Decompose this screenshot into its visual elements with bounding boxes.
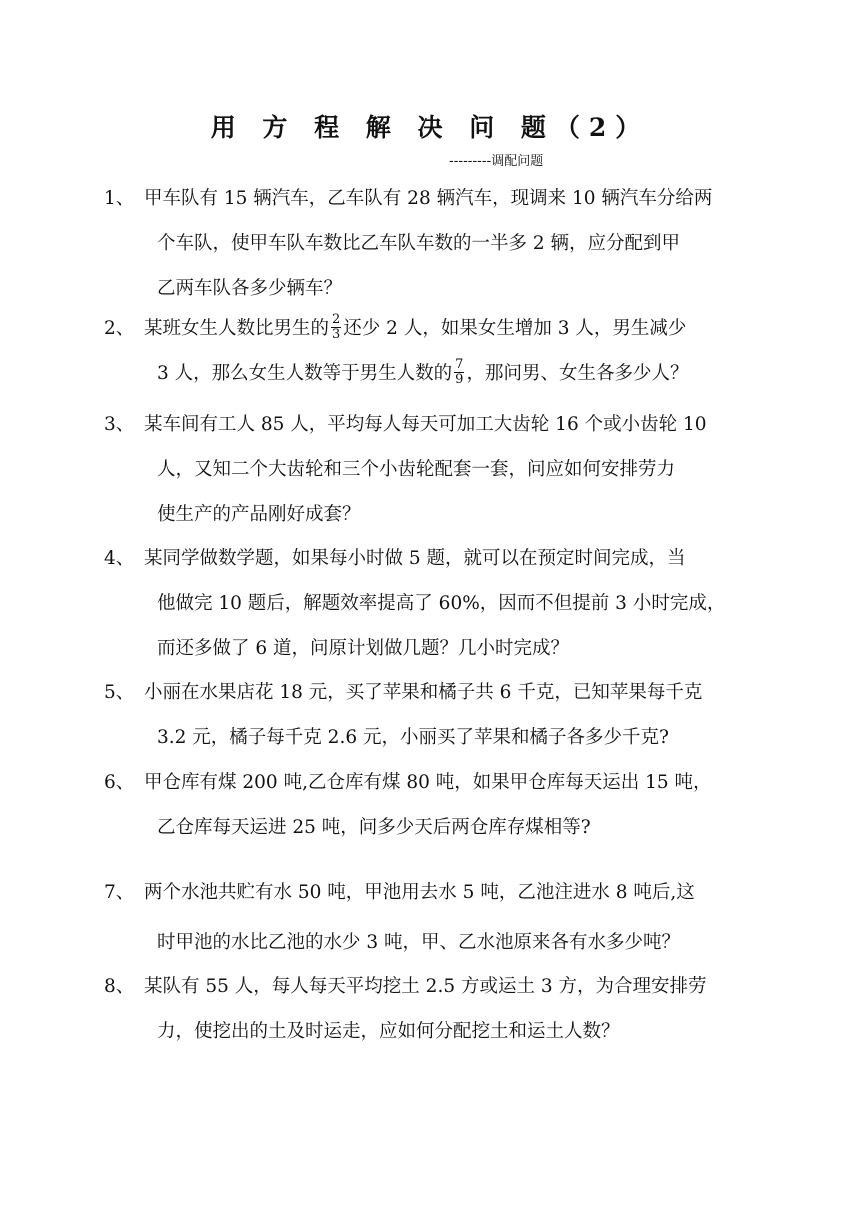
problem-text-line xyxy=(144,311,687,344)
problem-number: 6、 xyxy=(104,772,135,793)
fraction-denominator: 9 xyxy=(455,371,464,387)
problem-text-line: 甲仓库有煤 200 吨,乙仓库有煤 80 吨，如果甲仓库每天运出 15 吨， xyxy=(144,772,712,793)
problem-text-line: 而还多做了 6 道，问原计划做几题？几小时完成？ xyxy=(157,638,570,659)
fraction-numerator: 2 xyxy=(332,311,341,327)
problem-number: 3、 xyxy=(104,414,135,435)
problem-text-segment: ，那问男、女生各多少人？ xyxy=(466,363,689,384)
problem-text-line: 个车队，使甲车队车数比乙车队车数的一半多 2 辆，应分配到甲 xyxy=(157,233,681,254)
fraction-numerator: 7 xyxy=(455,356,464,372)
problem-text-line: 某车间有工人 85 人，平均每人每天可加工大齿轮 16 个或小齿轮 10 xyxy=(144,414,707,435)
problem-text-line: 人，又知二个大齿轮和三个小齿轮配套一套，问应如何安排劳力 xyxy=(157,459,676,480)
problem-number: 7、 xyxy=(104,882,135,903)
problem-text-line: 乙仓库每天运进 25 吨，问多少天后两仓库存煤相等? xyxy=(157,817,591,838)
problem-text-line: 甲车队有 15 辆汽车，乙车队有 28 辆汽车，现调来 10 辆汽车分给两 xyxy=(144,188,713,209)
problem-text-line: 他做完 10 题后，解题效率提高了 60%，因而不但提前 3 小时完成， xyxy=(157,593,726,614)
problem-text-line: 力，使挖出的土及时运走，应如何分配挖土和运土人数？ xyxy=(157,1021,620,1042)
problem-number: 2、 xyxy=(104,318,135,339)
fraction xyxy=(454,358,464,387)
problem-text-line xyxy=(157,356,689,389)
problem-text-line: 小丽在水果店花 18 元，买了苹果和橘子共 6 千克，已知苹果每千克 xyxy=(144,682,703,703)
page-subtitle: ---------调配问题 xyxy=(449,154,544,169)
problem-text-line: 两个水池共贮有水 50 吨，甲池用去水 5 吨，乙池注进水 8 吨后,这 xyxy=(144,882,695,903)
fraction xyxy=(331,313,341,342)
problem-number: 5、 xyxy=(104,682,135,703)
problem-text-line: 3.2 元，橘子每千克 2.6 元，小丽买了苹果和橘子各多少千克? xyxy=(157,727,669,748)
problem-text-line: 某同学做数学题，如果每小时做 5 题，就可以在预定时间完成，当 xyxy=(144,548,686,569)
problem-text-segment: 某班女生人数比男生的 xyxy=(144,318,330,339)
problem-text-line: 时甲池的水比乙池的水少 3 吨，甲、乙水池原来各有水多少吨？ xyxy=(157,932,681,953)
problem-text-line: 某队有 55 人，每人每天平均挖土 2.5 方或运土 3 方，为合理安排劳 xyxy=(144,976,707,997)
fraction-denominator: 3 xyxy=(332,326,341,342)
problem-text-segment: 还少 2 人，如果女生增加 3 人，男生减少 xyxy=(343,318,687,339)
problem-text-segment: 3 人，那么女生人数等于男生人数的 xyxy=(157,363,453,384)
problem-text-line: 使生产的产品刚好成套？ xyxy=(157,504,361,525)
problem-number: 8、 xyxy=(104,976,135,997)
problem-number: 1、 xyxy=(104,188,135,209)
problem-text-line: 乙两车队各多少辆车？ xyxy=(157,278,343,299)
problem-number: 4、 xyxy=(104,548,135,569)
page-title: 用 方 程 解 决 问 题（2） xyxy=(210,113,650,142)
